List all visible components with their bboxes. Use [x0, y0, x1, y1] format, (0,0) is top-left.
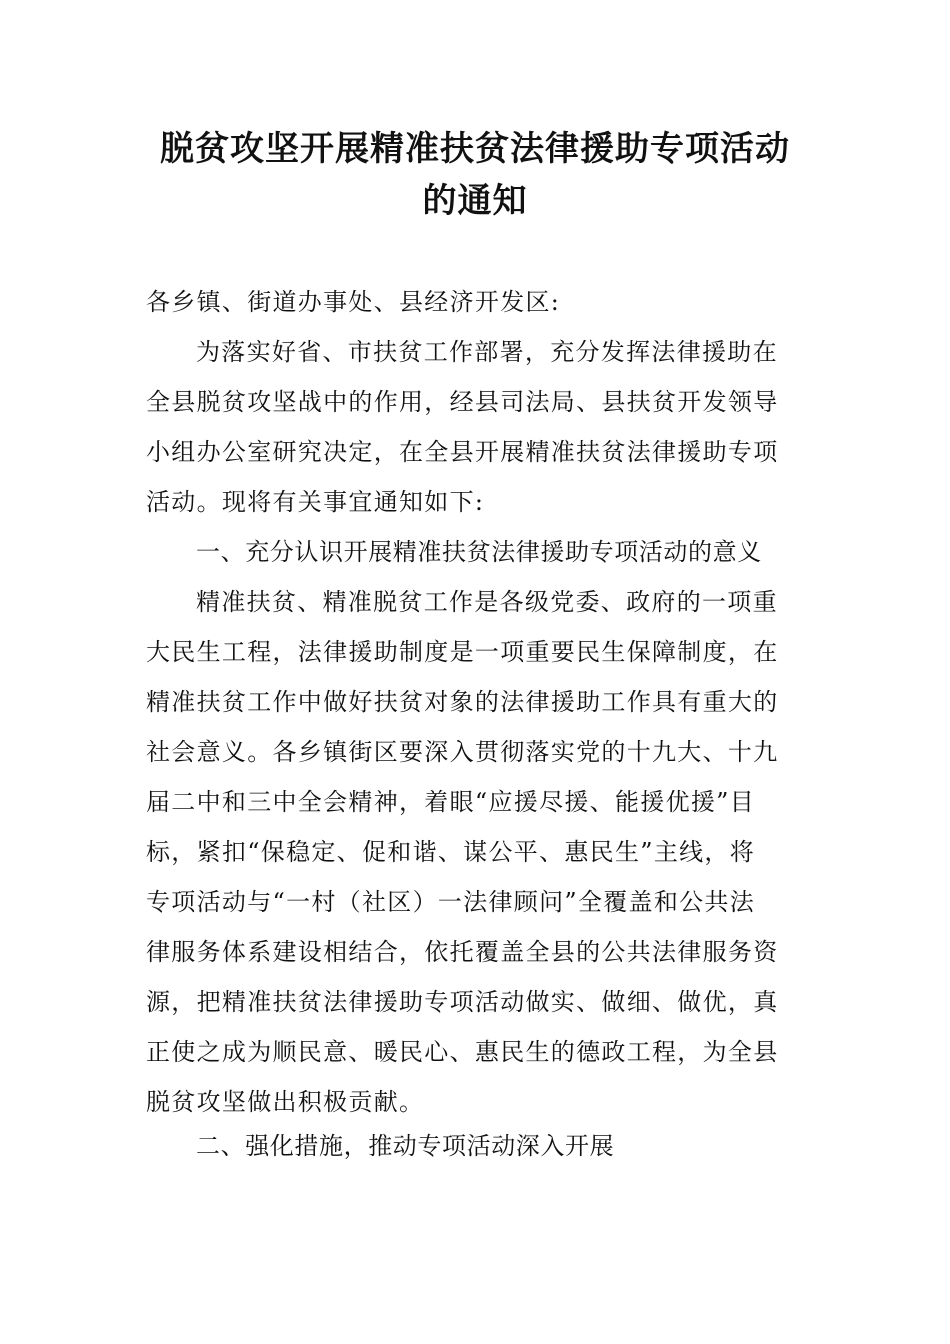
section-1-line: 源，把精准扶贫法律援助专项活动做实、做细、做优，真	[146, 988, 779, 1016]
section-1-heading: 一、充分认识开展精准扶贫法律援助专项活动的意义	[196, 538, 762, 566]
addressee: 各乡镇、街道办事处、县经济开发区:	[146, 288, 561, 316]
section-1-line: 脱贫攻坚做出积极贡献。	[146, 1088, 425, 1116]
intro-line: 全县脱贫攻坚战中的作用，经县司法局、县扶贫开发领导	[146, 388, 779, 416]
document-title-line-2: 的通知	[422, 181, 528, 221]
intro-line: 活动。现将有关事宜通知如下:	[146, 488, 485, 516]
section-1-line: 专项活动与“一村（社区）一法律顾问”全覆盖和公共法	[146, 888, 756, 916]
section-1-line: 正使之成为顺民意、暖民心、惠民生的德政工程，为全县	[146, 1038, 779, 1066]
section-1-line: 届二中和三中全会精神，着眼“应援尽援、能援优援”目	[146, 788, 756, 816]
section-1-line: 标，紧扣“保稳定、促和谐、谋公平、惠民生”主线，将	[146, 838, 756, 866]
section-1-line: 精准扶贫工作中做好扶贫对象的法律援助工作具有重大的	[146, 688, 779, 716]
document-title-line-1: 脱贫攻坚开展精准扶贫法律援助专项活动	[160, 129, 790, 169]
intro-line: 为落实好省、市扶贫工作部署，充分发挥法律援助在	[196, 338, 778, 366]
section-2-heading: 二、强化措施，推动专项活动深入开展	[196, 1132, 615, 1160]
section-1-line: 精准扶贫、精准脱贫工作是各级党委、政府的一项重	[196, 588, 778, 616]
section-1-line: 大民生工程，法律援助制度是一项重要民生保障制度，在	[146, 638, 779, 666]
section-1-line: 社会意义。各乡镇街区要深入贯彻落实党的十九大、十九	[146, 738, 779, 766]
section-1-line: 律服务体系建设相结合，依托覆盖全县的公共法律服务资	[146, 938, 779, 966]
intro-line: 小组办公室研究决定，在全县开展精准扶贫法律援助专项	[146, 438, 779, 466]
